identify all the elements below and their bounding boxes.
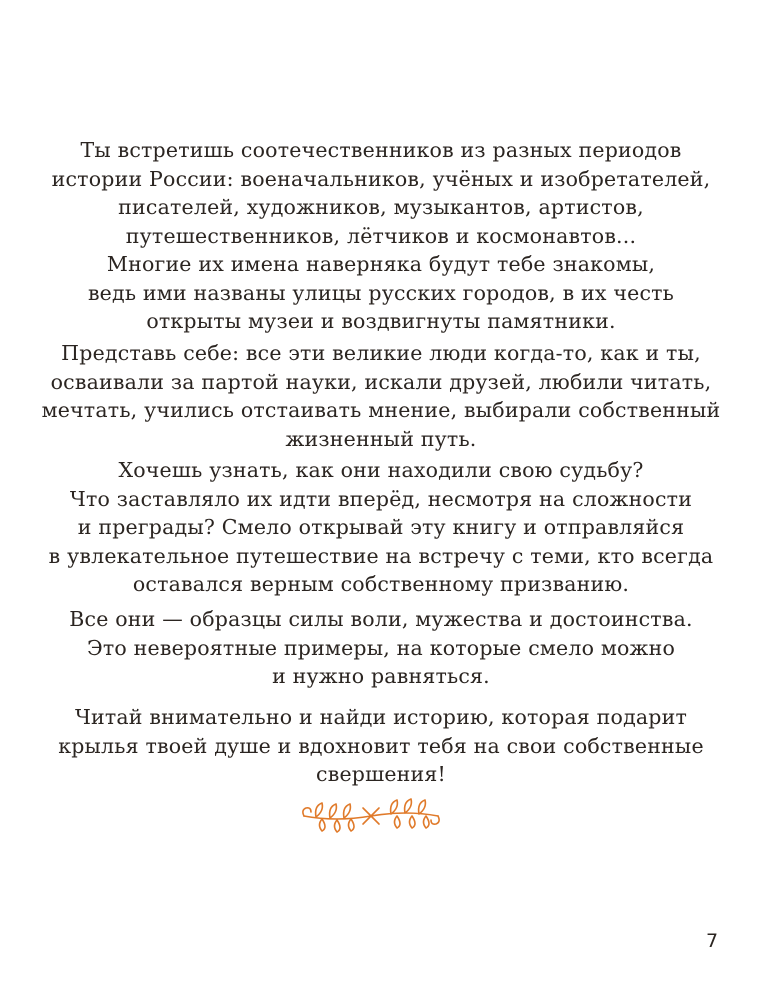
floral-vine-ornament-icon xyxy=(300,796,442,836)
paragraph-imagine xyxy=(0,339,762,453)
text-line: и преграды? Смело открывай эту книгу и отправляйся xyxy=(77,515,685,539)
text-line: свершения! xyxy=(316,762,446,786)
text-line: писателей, художников, музыкантов, артистов, xyxy=(118,195,644,219)
page-number: 7 xyxy=(706,930,719,952)
text-line: ведь ими названы улицы русских городов, в их честь xyxy=(87,280,675,305)
text-line: Ты встретишь соотечественников из разных периодов xyxy=(80,138,682,162)
text-line: открыты музеи и воздвигнуты памятники. xyxy=(146,309,616,333)
text-line: Хочешь узнать, как они находили свою судьбу? xyxy=(118,458,644,482)
text-line: Что заставляло их идти вперёд, несмотря на сложности xyxy=(69,486,693,511)
text-line: и нужно равняться. xyxy=(272,664,490,688)
paragraph-examples xyxy=(0,605,762,691)
paragraph-read xyxy=(0,703,762,789)
text-line: осваивали за партой науки, искали друзей, любили читать, xyxy=(50,369,712,394)
text-line: Читай внимательно и найди историю, которая подарит xyxy=(74,705,688,729)
text-line: оставался верным собственному призванию. xyxy=(132,572,630,596)
paragraph-journey xyxy=(0,456,762,599)
text-line: путешественников, лётчиков и космонавтов... xyxy=(125,223,637,248)
text-line: Все они — образцы силы воли, мужества и достоинства. xyxy=(69,607,693,631)
text-line: Многие их имена наверняка будут тебе знакомы, xyxy=(106,252,656,276)
text-line: крылья твоей душе и вдохновит тебя на свои собственные xyxy=(58,733,704,758)
paragraph-intro xyxy=(0,136,762,336)
text-line: истории России: военачальников, учёных и изобретателей, xyxy=(51,166,711,191)
text-line: в увлекательное путешествие на встречу с теми, кто всегда xyxy=(48,543,714,568)
text-line: Представь себе: все эти великие люди когда-то, как и ты, xyxy=(61,341,701,365)
text-line: мечтать, учились отстаивать мнение, выбирали собственный xyxy=(41,398,721,422)
text-line: жизненный путь. xyxy=(285,426,477,451)
text-line: Это невероятные примеры, на которые смело можно xyxy=(86,635,676,660)
